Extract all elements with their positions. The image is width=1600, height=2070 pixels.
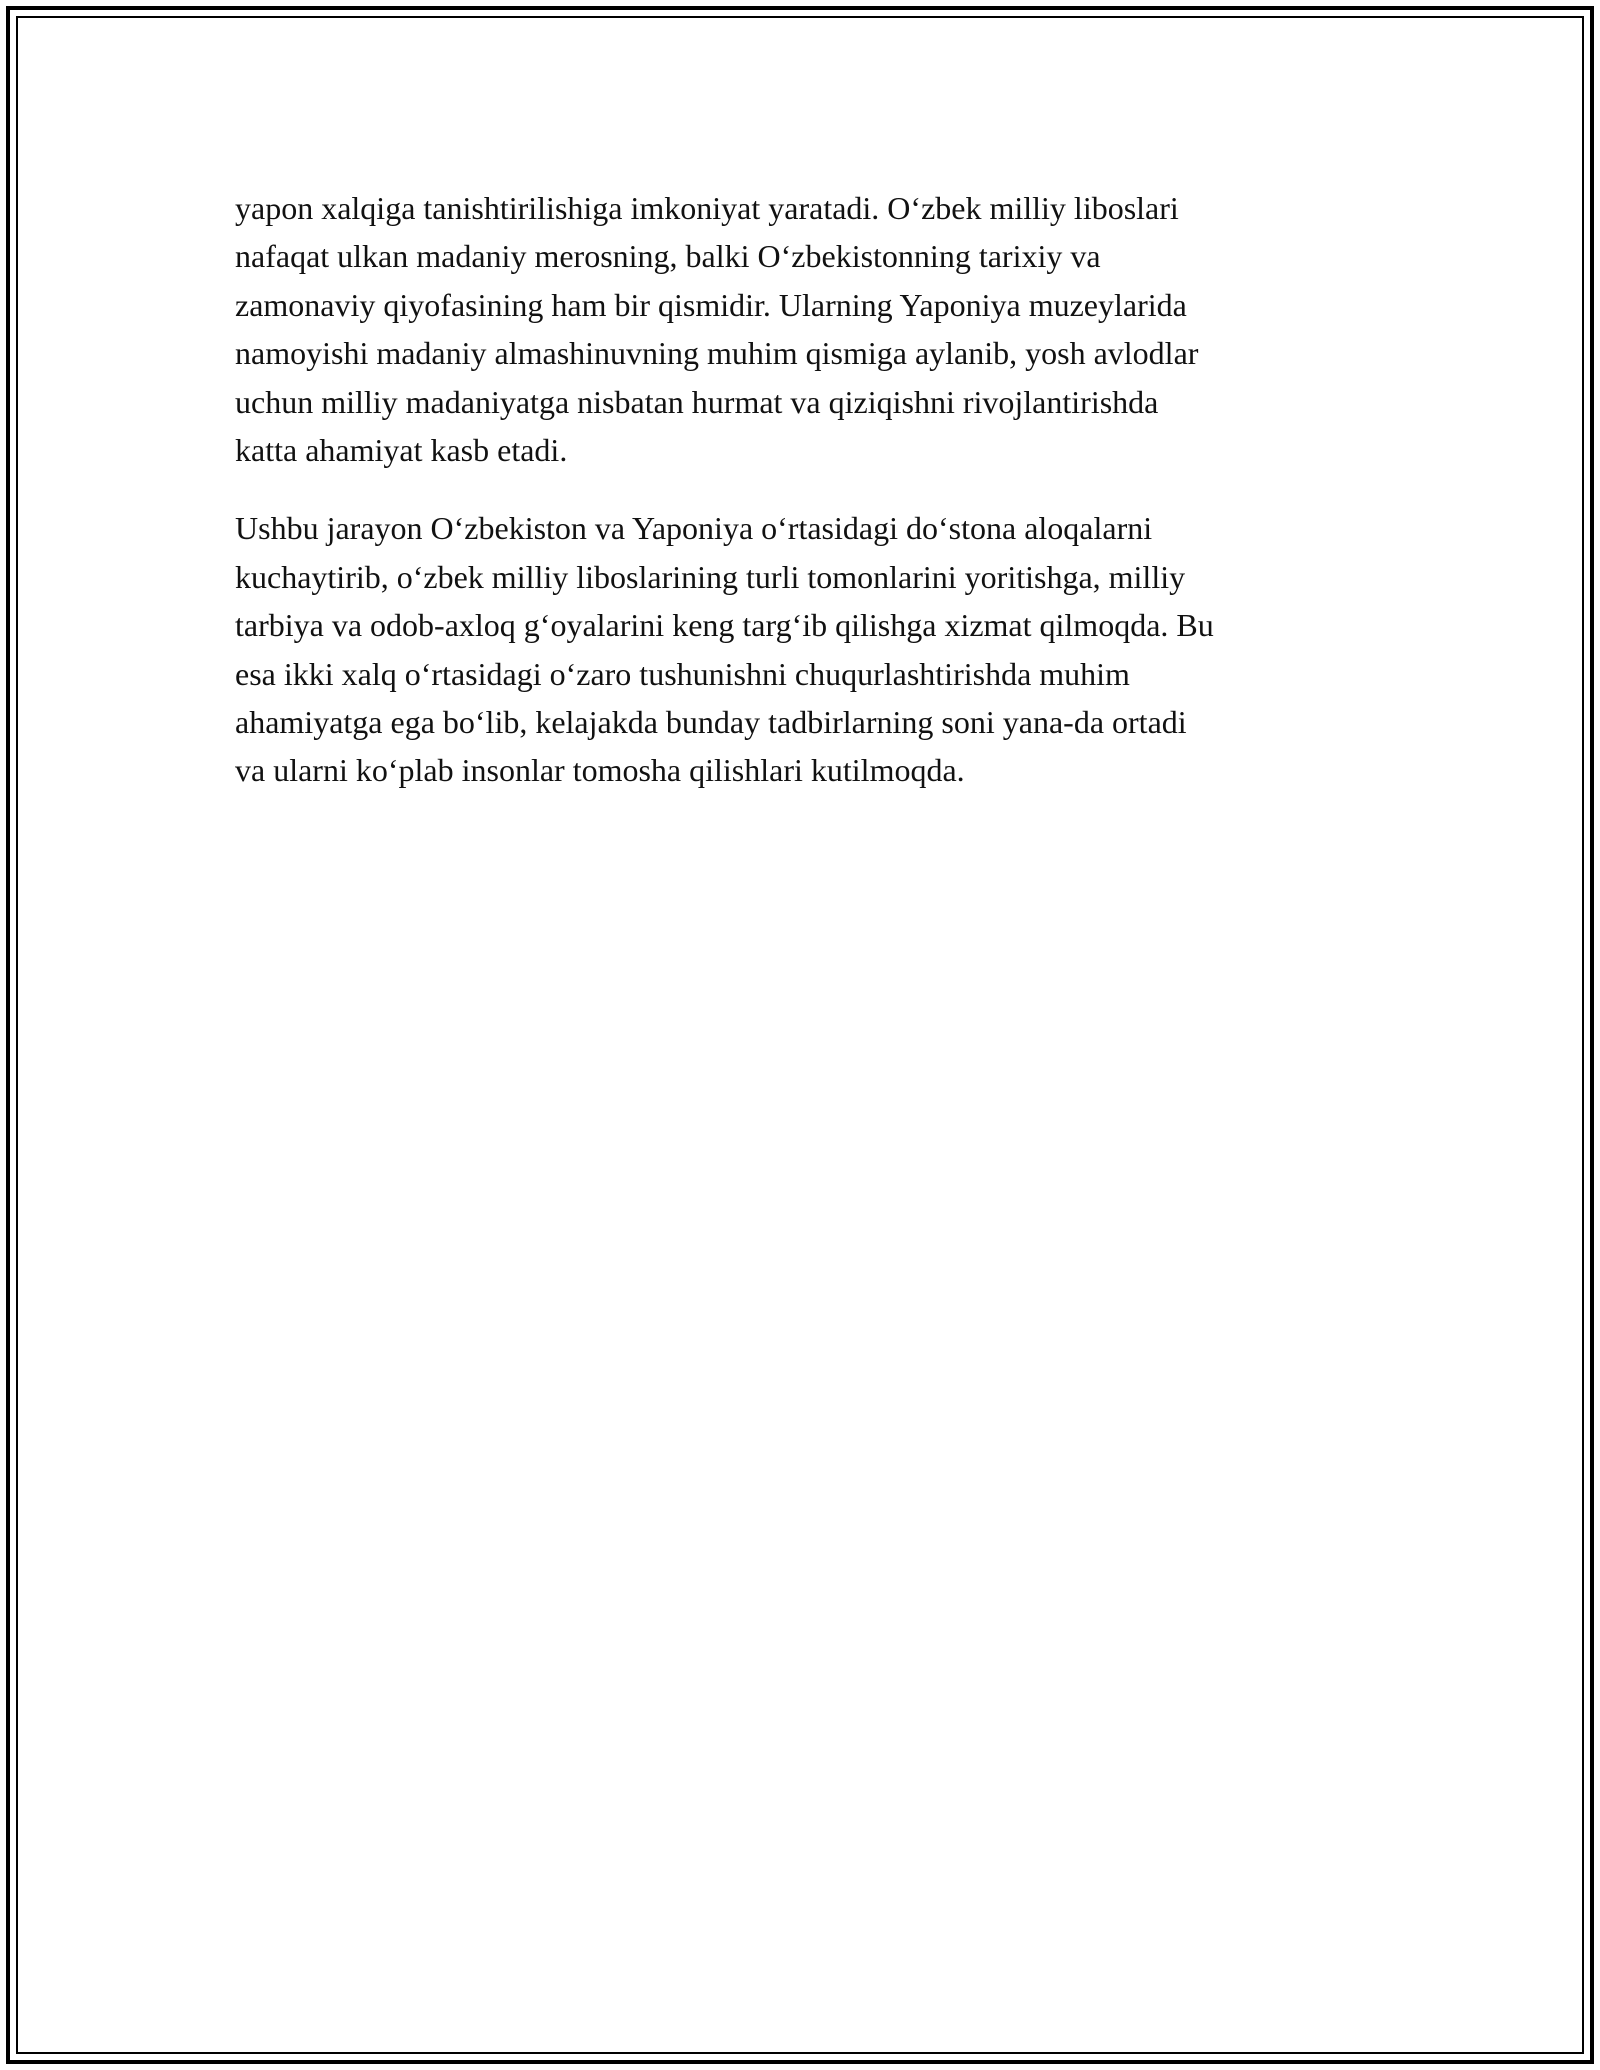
text-line: va ularni ko‘plab insonlar tomosha qilishlari kutilmoqda. bbox=[235, 752, 965, 789]
text-line: katta ahamiyat kasb etadi. bbox=[235, 432, 568, 469]
text-line: Ushbu jarayon O‘zbekiston va Yaponiya o‘rtasidagi do‘stona aloqalarni bbox=[235, 510, 1153, 547]
text-line: yapon xalqiga tanishtirilishiga imkoniyat yaratadi. O‘zbek milliy liboslari bbox=[235, 190, 1179, 226]
text-line: kuchaytirib, o‘zbek milliy liboslarining turli tomonlarini yoritishga, milliy bbox=[235, 558, 1186, 595]
text-line: ahamiyatga ega bo‘lib, kelajakda bunday tadbirlarning soni yana-da ortadi bbox=[235, 704, 1187, 741]
paragraph-2 bbox=[235, 504, 1370, 794]
paragraph-1 bbox=[235, 184, 1370, 474]
text-line: tarbiya va odob-axloq g‘oyalarini keng targ‘ib qilishga xizmat qilmoqda. Bu bbox=[235, 607, 1214, 644]
text-line: esa ikki xalq o‘rtasidagi o‘zaro tushunishni chuqurlashtirishda muhim bbox=[235, 655, 1130, 692]
text-line: namoyishi madaniy almashinuvning muhim qismiga aylanib, yosh avlodlar bbox=[235, 335, 1199, 372]
text-line: uchun milliy madaniyatga nisbatan hurmat va qiziqishni rivojlantirishda bbox=[235, 383, 1159, 420]
document-body bbox=[235, 184, 1370, 795]
text-line: nafaqat ulkan madaniy merosning, balki O‘zbekistonning tarixiy va bbox=[235, 238, 1101, 275]
text-line: zamonaviy qiyofasining ham bir qismidir. Ularning Yaponiya muzeylarida bbox=[235, 286, 1187, 323]
